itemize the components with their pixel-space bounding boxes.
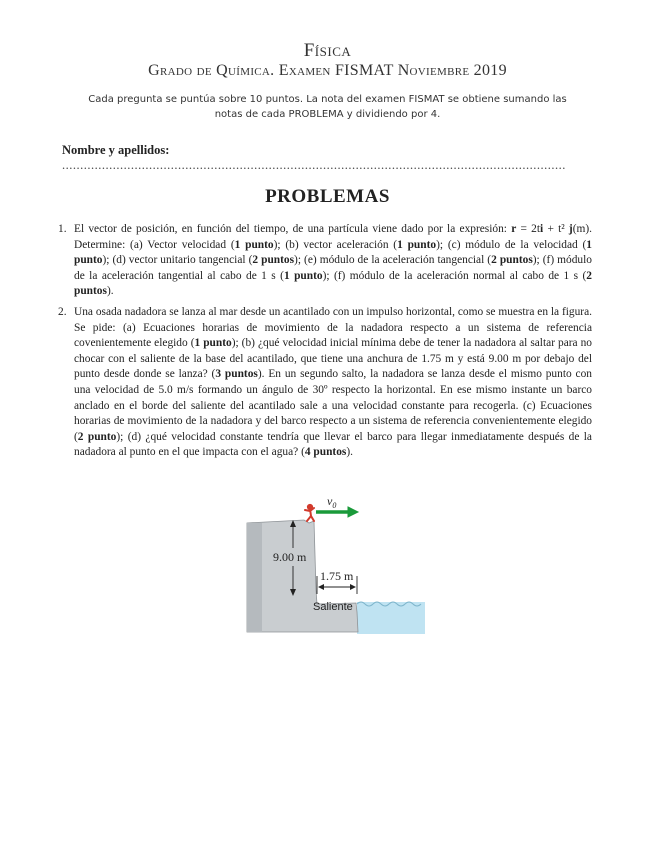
swimmer-icon: [305, 504, 314, 521]
vector-j: j: [568, 223, 573, 235]
problem-text: Una osada nadadora se lanza al mar desde un acantilado con un impulso horizontal, como se muestra en la figura. Se pide: (a) Ecuaciones horarias de movimiento de la nadadora respecto a un sistema de referencia covenientemente elegido (1 punto); (b) ¿qué velocidad inicial mínima debe de tener la nadadora al saltar para no chocar con el saliente de la base del acantilado, que tiene una anchura de 1.75 m y está 9.00 m por debajo del punto desde donde se lanza? (3 puntos). En un segundo salto, la nadadora se lanza desde el mismo punto con una velocidad de 5.0 m/s formando un ángulo de 30º respecto la horizontal. En ese mismo instante un barco anclado en el borde del saliente del acantilado sale a una velocidad constante para recogerla. (c) Ecuaciones horarias de movimiento de la nadadora y del barco respecto a un sistema de referencia convenientemente elegido (2 punto); (d) ¿qué velocidad constante tendría que llevar el barco para llegar inmediatamente después de la nadadora al punto en el que impacta con el agua? (4 puntos).: [74, 306, 592, 459]
problem-number: 1.: [58, 223, 67, 235]
vector-r: r: [511, 223, 517, 235]
problem-text: El vector de posición, en función del tiempo, de una partícula viene dado por la expresión: r = 2ti + t² j(m). Determine: (a) Vector velocidad (1 punto); (b) vector aceleración (1 punto); (c) módulo de la velocidad (1 punto); (d) vector unitario tangencial (2 puntos); (e) módulo de la aceleración tangencial (2 puntos); (f) módulo de la aceleración tangential al cabo de 1 s (1 punto); (f) módulo de la aceleración normal al cabo de 1 s (2 puntos).: [74, 223, 593, 298]
name-field: [62, 143, 572, 173]
width-arrowhead-left: [318, 584, 324, 590]
velocity-label: $v_0$: [327, 494, 337, 510]
problem-2: [58, 305, 592, 461]
problem-number: 2.: [58, 306, 67, 318]
name-field-blank[interactable]: ...........................................................................................................................................: [62, 158, 566, 172]
velocity-arrow-icon: [316, 507, 358, 517]
height-label: 9.00 m: [273, 550, 307, 564]
problem-1: [58, 222, 592, 300]
water-area: [357, 602, 425, 634]
cliff-shading: [247, 523, 262, 632]
exam-instructions: Cada pregunta se puntúa sobre 10 puntos. La nota del examen FISMAT se obtiene sumando las notas de cada PROBLEMA y dividiendo por 4.: [88, 94, 567, 120]
section-heading: PROBLEMAS: [265, 186, 390, 207]
name-field-label: Nombre y apellidos:: [62, 143, 170, 157]
exam-subtitle: Grado de Química. Examen FISMAT Noviembre 2019: [148, 62, 507, 79]
vector-i: i: [540, 223, 544, 235]
width-label: 1.75 m: [320, 569, 354, 583]
exam-title: Física: [303, 40, 352, 61]
cliff-figure: [244, 490, 429, 638]
ledge-label: Saliente: [313, 601, 353, 613]
width-arrowhead-right: [350, 584, 356, 590]
